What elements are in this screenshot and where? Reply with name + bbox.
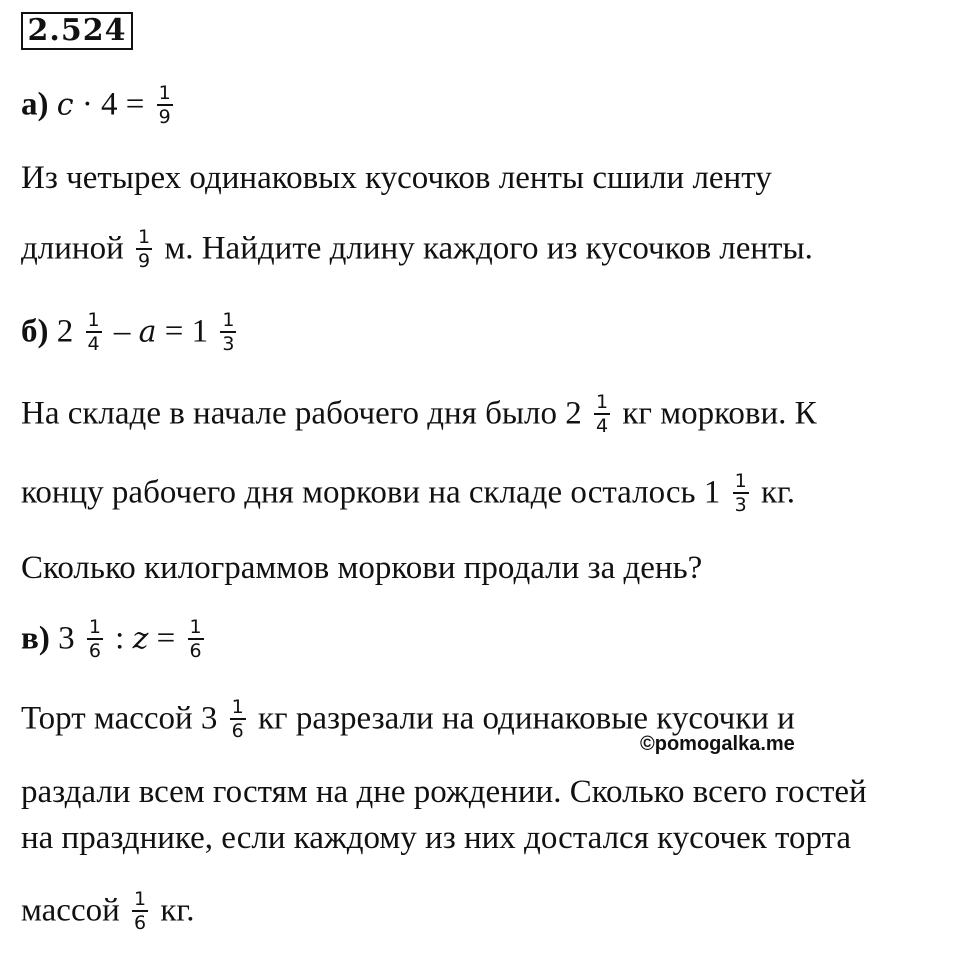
colon-sign: : (106, 620, 133, 657)
part-a-text-line-1: Из четырех одинаковых кусочков ленты сшили ленту (21, 160, 772, 196)
fraction-denominator: 4 (596, 415, 609, 437)
fraction-denominator: 4 (87, 333, 100, 355)
fraction-numerator: 1 (87, 309, 100, 331)
whole-number: 3 (49, 620, 83, 657)
fraction-numerator: 1 (134, 888, 147, 910)
text-segment: кг. (152, 892, 195, 929)
part-b-label: б) (21, 313, 49, 350)
part-b-text-line-3: Сколько килограммов моркови продали за день? (21, 550, 703, 586)
variable-z: z (132, 621, 149, 657)
part-v-text-line-2: раздали всем гостям на дне рождении. Сколько всего гостей (21, 774, 867, 810)
text-segment: кг разрезали на одинаковые кусочки и (249, 700, 795, 737)
text-segment: концу рабочего дня моркови на складе осталось 1 (21, 474, 729, 511)
text-segment: Торт массой 3 (21, 700, 226, 737)
text-segment: На складе в начале рабочего дня было 2 (21, 395, 591, 432)
fraction-denominator: 9 (138, 250, 151, 272)
fraction (132, 888, 148, 934)
fraction-denominator: 6 (189, 640, 202, 662)
fraction-numerator: 1 (596, 391, 609, 413)
problem-number: 2.524 (21, 12, 133, 50)
fraction (157, 82, 173, 128)
part-b-text-line-2 (21, 472, 795, 518)
fraction (733, 470, 749, 516)
fraction-numerator: 1 (231, 696, 244, 718)
fraction (594, 391, 610, 437)
variable-c: c (56, 87, 74, 123)
part-a-label: а) (21, 86, 49, 123)
part-v-text-line-4 (21, 890, 194, 936)
part-b-text-line-1 (21, 393, 817, 439)
text-segment: массой (21, 892, 129, 929)
fraction (86, 309, 102, 355)
part-v-label: в) (21, 620, 50, 657)
fraction (136, 226, 152, 272)
fraction-denominator: 6 (88, 640, 101, 662)
fraction-numerator: 1 (189, 616, 202, 638)
fraction-denominator: 6 (231, 720, 244, 742)
part-a-text-line-2 (21, 228, 813, 274)
fraction-numerator: 1 (138, 226, 151, 248)
part-v-equation (21, 618, 208, 664)
fraction-denominator: 3 (222, 333, 235, 355)
watermark: ©pomogalka.me (640, 733, 795, 755)
equation-operator: · 4 = (73, 86, 153, 123)
fraction-numerator: 1 (734, 470, 747, 492)
fraction (220, 309, 236, 355)
text-segment: длиной (21, 230, 132, 267)
part-v-text-line-3: на празднике, если каждому из них достался кусочек торта (21, 820, 852, 856)
fraction (87, 616, 103, 662)
fraction-numerator: 1 (222, 309, 235, 331)
fraction-numerator: 1 (158, 82, 171, 104)
text-segment: кг. (752, 474, 796, 511)
minus-sign: – (105, 313, 139, 350)
text-segment: кг моркови. К (614, 395, 817, 432)
fraction-numerator: 1 (88, 616, 101, 638)
part-b-equation (21, 311, 240, 357)
part-a-equation (21, 84, 177, 130)
fraction-denominator: 3 (734, 494, 747, 516)
whole-number: 2 (48, 313, 82, 350)
variable-a: a (138, 314, 157, 350)
fraction (188, 616, 204, 662)
fraction-denominator: 9 (158, 106, 171, 128)
fraction-denominator: 6 (134, 912, 147, 934)
fraction (230, 696, 246, 742)
equals-sign: = (148, 620, 184, 657)
equals-sign: = 1 (156, 313, 217, 350)
text-segment: м. Найдите длину каждого из кусочков ленты. (156, 230, 813, 267)
